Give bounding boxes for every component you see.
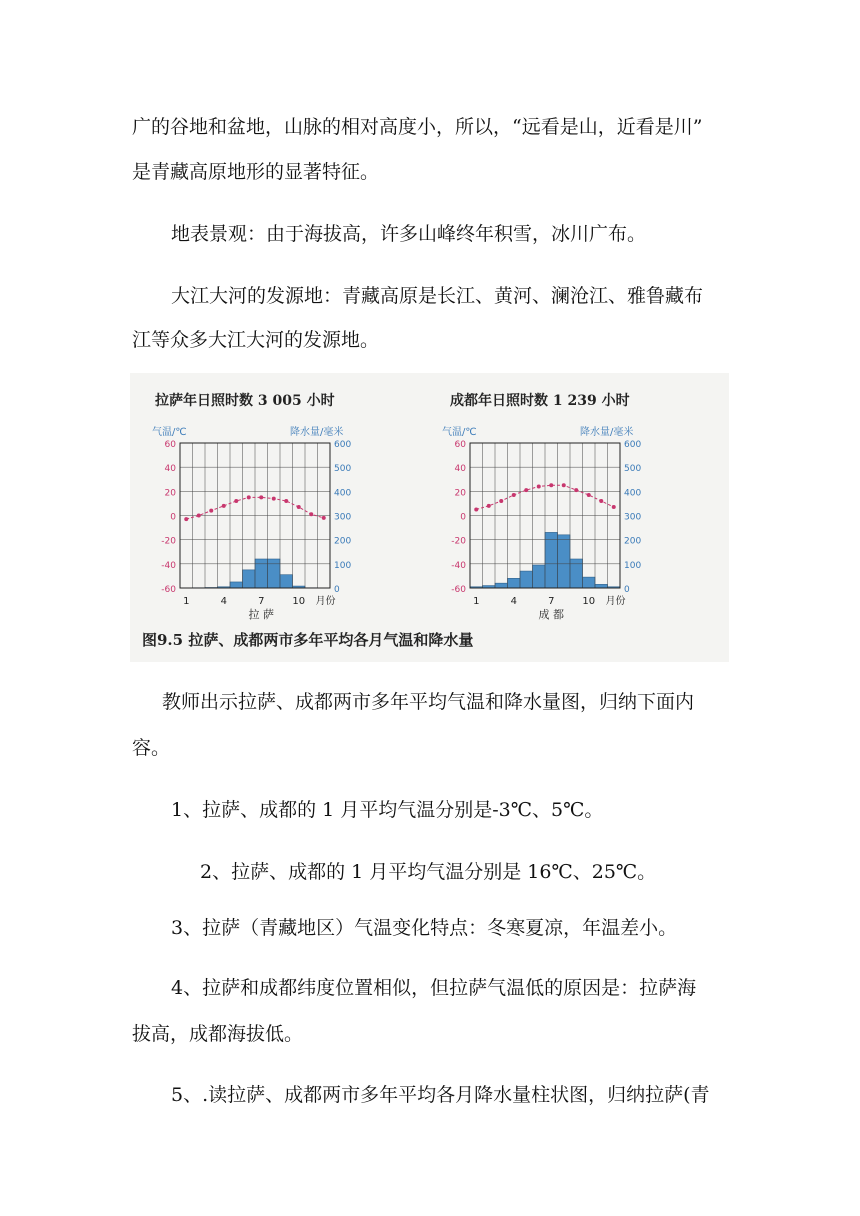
precip-bar [533, 565, 546, 588]
temp-tick-label: 20 [164, 488, 176, 499]
temperature-point [487, 504, 491, 508]
temperature-point [587, 493, 591, 497]
paragraph-text: 广的谷地和盆地，山脉的相对高度小，所以，“远看是山，近看是川” [132, 116, 703, 138]
precip-tick-label: 100 [624, 560, 642, 571]
list-item-3: 3、拉萨（青藏地区）气温变化特点：冬寒夏凉，年温差小。 [171, 917, 678, 939]
temp-tick-label: -20 [161, 536, 176, 547]
month-tick-label: 7 [258, 596, 265, 607]
precip-tick-label: 600 [624, 440, 642, 450]
temp-tick-label: 0 [460, 512, 466, 523]
temperature-point [537, 485, 541, 489]
precip-tick-label: 300 [624, 512, 642, 523]
temp-tick-label: 60 [164, 440, 176, 450]
precip-bar [495, 583, 508, 588]
temp-axis-label: 气温/℃ [152, 427, 187, 438]
month-tick-label: 1 [473, 596, 480, 607]
precip-bar [280, 575, 293, 588]
paragraph-teacher-cont: 容。 [132, 737, 171, 759]
paragraph-teacher: 教师出示拉萨、成都两市多年平均气温和降水量图，归纳下面内 [162, 691, 695, 713]
temperature-point [562, 483, 566, 487]
month-tick-label: 1 [183, 596, 190, 607]
month-tick-label: 10 [582, 596, 596, 607]
list-item-5: 5、.读拉萨、成都两市多年平均各月降水量柱状图，归纳拉萨(青 [171, 1084, 710, 1106]
list-item-2: 2、拉萨、成都的 1 月平均气温分别是 16℃、25℃。 [200, 861, 657, 883]
month-tick-label: 4 [220, 596, 227, 607]
chart-title: 拉萨年日照时数 3 005 小时 [155, 393, 335, 409]
list-item-4: 4、拉萨和成都纬度位置相似，但拉萨气温低的原因是：拉萨海 [171, 977, 697, 999]
precip-bar [268, 559, 281, 588]
precip-bar [230, 582, 243, 588]
temp-tick-label: -60 [161, 585, 176, 595]
precip-bar [255, 559, 268, 588]
month-tick-label: 10 [292, 596, 306, 607]
temperature-point [197, 514, 201, 518]
paragraph-landscape: 地表景观：由于海拔高，许多山峰终年积雪，冰川广布。 [171, 223, 647, 245]
temp-tick-label: -20 [451, 536, 466, 547]
temperature-point [512, 493, 516, 497]
precip-tick-label: 400 [334, 488, 352, 499]
temperature-point [184, 517, 188, 521]
precip-axis-label: 降水量/毫米 [580, 427, 634, 438]
temp-tick-label: 40 [454, 464, 466, 475]
precip-bar [545, 532, 558, 588]
precip-tick-label: 600 [334, 440, 352, 450]
temp-tick-label: 40 [164, 464, 176, 475]
chart-title: 成都年日照时数 1 239 小时 [450, 393, 630, 409]
precip-bar [243, 570, 256, 588]
temperature-point [234, 499, 238, 503]
temperature-point [247, 495, 251, 499]
temperature-point [549, 483, 553, 487]
figure-caption: 图9.5 拉萨、成都两市多年平均各月气温和降水量 [142, 631, 474, 649]
temp-tick-label: 20 [454, 488, 466, 499]
month-tick-label: 4 [510, 596, 517, 607]
temperature-point [222, 504, 226, 508]
temperature-point [309, 512, 313, 516]
x-unit-label: 月份 [605, 596, 626, 607]
precip-tick-label: 0 [624, 585, 630, 595]
temperature-point [297, 505, 301, 509]
precip-bar [583, 577, 596, 588]
city-label: 拉 萨 [248, 608, 274, 621]
paragraph-text: 是青藏高原地形的显著特征。 [132, 161, 380, 183]
temperature-point [599, 499, 603, 503]
temperature-point [259, 495, 263, 499]
precip-bar [508, 578, 521, 588]
precip-bar [595, 584, 608, 588]
temperature-point [322, 516, 326, 520]
temperature-point [499, 499, 503, 503]
list-item-1: 1、拉萨、成都的 1 月平均气温分别是-3℃、5℃。 [171, 799, 604, 821]
temp-tick-label: 60 [454, 440, 466, 450]
precip-bar [570, 559, 583, 588]
temp-tick-label: -60 [451, 585, 466, 595]
precip-tick-label: 200 [624, 536, 642, 547]
temperature-point [209, 509, 213, 513]
list-item-4-cont: 拔高，成都海拔低。 [132, 1023, 304, 1045]
precip-tick-label: 400 [624, 488, 642, 499]
precip-tick-label: 500 [624, 464, 642, 475]
city-label: 成 都 [538, 608, 564, 621]
paragraph-rivers-cont: 江等众多大江大河的发源地。 [132, 329, 380, 351]
precip-axis-label: 降水量/毫米 [290, 427, 344, 438]
temp-axis-label: 气温/℃ [442, 427, 477, 438]
precip-tick-label: 500 [334, 464, 352, 475]
climate-chart-svg [130, 373, 729, 662]
precip-tick-label: 0 [334, 585, 340, 595]
precip-tick-label: 300 [334, 512, 352, 523]
precip-bar [558, 535, 571, 588]
temperature-point [524, 488, 528, 492]
month-tick-label: 7 [548, 596, 555, 607]
temp-tick-label: 0 [170, 512, 176, 523]
x-unit-label: 月份 [315, 596, 336, 607]
temperature-point [574, 488, 578, 492]
precip-bar [520, 571, 533, 588]
temperature-point [612, 505, 616, 509]
temp-tick-label: -40 [161, 560, 176, 571]
precip-tick-label: 100 [334, 560, 352, 571]
temperature-point [474, 507, 478, 511]
precip-tick-label: 200 [334, 536, 352, 547]
temperature-point [272, 497, 276, 501]
temperature-point [284, 499, 288, 503]
paragraph-rivers: 大江大河的发源地：青藏高原是长江、黄河、澜沧江、雅鲁藏布 [171, 285, 704, 307]
climate-figure [130, 373, 729, 662]
temp-tick-label: -40 [451, 560, 466, 571]
